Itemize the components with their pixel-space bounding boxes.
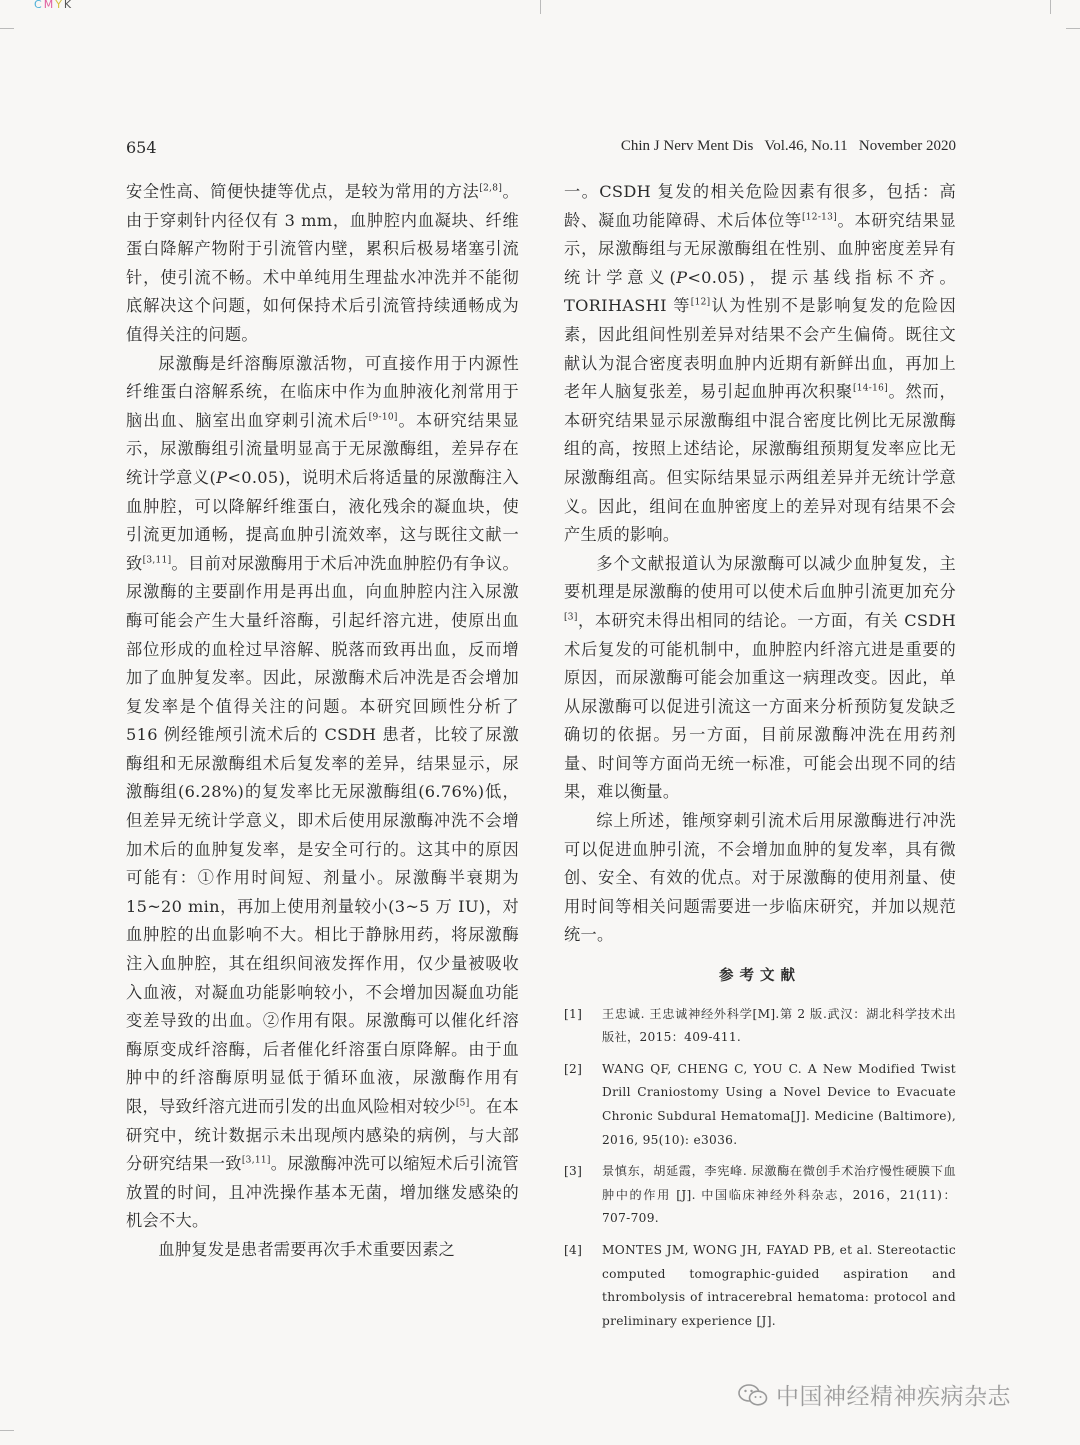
text-run: 综上所述，锥颅穿刺引流术后用尿激酶进行冲洗可以促进血肿引流，不会增加血肿的复发率，具有微创、安全、有效的优点。对于尿激酶的使用剂量、使用时间等相关问题需要进一步临床研究，并加以规范统一。	[564, 811, 956, 945]
crop-mark	[0, 28, 14, 29]
wechat-icon	[738, 1383, 768, 1407]
reference-text: 景慎东，胡延霞，李宪峰. 尿激酶在微创手术治疗慢性硬膜下血肿中的作用 [J]. 中国临床神经外科杂志，2016，21(11)：707-709.	[602, 1164, 956, 1226]
paragraph	[126, 1236, 519, 1265]
citation: [2,8]	[479, 183, 503, 194]
text-run: <0.05)，说明术后将适量的尿激酶注入血肿腔，可以降解纤维蛋白，液化残余的凝血块，使引流更加通畅，提高血肿引流效率，这与既往文献一致	[126, 467, 519, 573]
citation: [12]	[690, 297, 711, 308]
text-run: 一。CSDH 复发的相关危险因素有很多，包括：高龄、凝血功能障碍、术后体位等	[564, 182, 956, 230]
paragraph	[564, 550, 956, 807]
text-run: 。由于穿刺针内径仅有 3 mm，血肿腔内血凝块、纤维蛋白降解产物附于引流管内壁，累积后极易堵塞引流针，使引流不畅。术中单纯用生理盐水冲洗并不能彻底解决这个问题，如何保持术后引流管持续通畅成为值得关注的问题。	[126, 182, 519, 344]
reference-list	[564, 1003, 956, 1334]
reference-item	[564, 1239, 956, 1333]
crop-mark	[540, 0, 541, 14]
text-run: 尿激酶是纤溶酶原激活物，可直接作用于内源性纤维蛋白溶解系统，在临床中作为血肿液化剂常用于脑出血、脑室出血穿刺引流术后	[126, 353, 519, 430]
italic-text: P	[676, 267, 688, 287]
cmyk-m: M	[43, 0, 56, 11]
crop-mark	[0, 1430, 14, 1431]
reference-text: MONTES JM, WONG JH, FAYAD PB, et al. Stereotactic computed tomographic-guided aspiration and thrombolysis of intracerebral hematoma: protocol and preliminary experience [J].	[602, 1242, 956, 1328]
page-number: 654	[126, 138, 157, 157]
italic-text: P	[216, 467, 228, 487]
reference-number: [2]	[564, 1061, 583, 1076]
paragraph	[126, 350, 519, 1236]
running-header	[126, 138, 956, 162]
left-column	[126, 178, 519, 1265]
cmyk-k: K	[63, 0, 74, 11]
reference-number: [1]	[564, 1006, 583, 1021]
citation: [9-10]	[368, 412, 398, 423]
right-column-body	[564, 178, 956, 950]
text-run: 认为性别不是影响复发的危险因素，因此组间性别差异对结果不会产生偏倚。既往文献认为混合密度表明血肿内近期有新鲜出血，再加上老年人脑复张差，易引起血肿再次积聚	[564, 296, 956, 402]
paragraph	[564, 807, 956, 950]
citation: [3,11]	[241, 1155, 271, 1166]
reference-number: [4]	[564, 1242, 583, 1257]
reference-text: WANG QF, CHENG C, YOU C. A New Modified Twist Drill Craniostomy Using a Novel Device to Evacuate Chronic Subdural Hematoma[J]. Medicine (Baltimore), 2016, 95(10): e3036.	[602, 1061, 956, 1147]
reference-item	[564, 1058, 956, 1152]
text-run: 。本研究结果显示，尿激酶组引流量明显高于无尿激酶组，差异存在统计学意义(	[126, 410, 520, 487]
text-run: 。尿激酶冲洗可以缩短术后引流管放置的时间，且冲洗操作基本无菌，增加继发感染的机会不大。	[126, 1154, 519, 1231]
text-run: 。本研究结果显示，尿激酶组与无尿激酶组在性别、血肿密度差异有统计学意义(	[564, 210, 957, 287]
reference-item	[564, 1003, 956, 1050]
reference-item	[564, 1160, 956, 1231]
citation: [3,11]	[142, 555, 172, 566]
text-run: ，本研究未得出相同的结论。一方面，有关 CSDH 术后复发的可能机制中，血肿腔内纤溶亢进是重要的原因，而尿激酶可能会加重这一病理改变。因此，单从尿激酶可以促进引流这一方面来分析预防复发缺乏确切的依据。另一方面，目前尿激酶冲洗在用药剂量、时间等方面尚无统一标准，可能会出现不同的结果，难以衡量。	[564, 610, 956, 802]
text-run: 多个文献报道认为尿激酶可以减少血肿复发，主要机理是尿激酶的使用可以使术后血肿引流更加充分	[564, 553, 956, 602]
text-run: <0.05)，提示基线指标不齐。TORIHASHI 等	[564, 267, 956, 316]
cmyk-color-marks	[34, 0, 73, 11]
text-run: 。然而，本研究结果显示尿激酶组中混合密度比例比无尿激酶组的高，按照上述结论，尿激酶组预期复发率应比无尿激酶组高。但实际结果显示两组差异并无统计学意义。因此，组间在血肿密度上的差异对现有结果不会产生质的影响。	[564, 382, 956, 545]
crop-mark	[1066, 28, 1080, 29]
text-run: 。目前对尿激酶用于术后冲洗血肿腔仍有争议。尿激酶的主要副作用是再出血，向血肿腔内注入尿激酶可能会产生大量纤溶酶，引起纤溶亢进，使原出血部位形成的血栓过早溶解、脱落而致再出血，反而增加了血肿复发率。因此，尿激酶术后冲洗是否会增加复发率是个值得关注的问题。本研究回顾性分析了 516 例经锥颅引流术后的 CSDH 患者，比较了尿激酶组和无尿激酶组术后复发率的差异，结果显示，尿激酶组(6.28%)的复发率比无尿激酶组(6.76%)低，但差异无统计学意义，即术后使用尿激酶冲洗不会增加术后的血肿复发率，是安全可行的。这其中的原因可能有：①作用时间短、剂量小。尿激酶半衰期为 15~20 min，再加上使用剂量较小(3~5 万 IU)，对血肿腔的出血影响不大。相比于静脉用药，将尿激酶注入血肿腔，其在组织间液发挥作用，仅少量被吸收入血液，对凝血功能影响较小，不会增加因凝血功能变差导致的出血。②作用有限。尿激酶可以催化纤溶酶原变成纤溶酶，后者催化纤溶蛋白原降解。由于血肿中的纤溶酶原明显低于循环血液，尿激酶作用有限，导致纤溶亢进而引发的出血风险相对较少	[126, 553, 519, 1116]
paragraph	[126, 178, 519, 350]
text-run: 。在本研究中，统计数据示未出现颅内感染的病例，与大部分研究结果一致	[126, 1097, 519, 1174]
cmyk-c: C	[34, 0, 44, 11]
reference-text: 王忠诚. 王忠诚神经外科学[M].第 2 版.武汉：湖北科学技术出版社，2015：409-411.	[602, 1006, 956, 1045]
references-title: 参考文献	[719, 967, 801, 985]
journal-info: Chin J Nerv Ment Dis Vol.46, No.11 November 2020	[620, 138, 956, 154]
cmyk-y: Y	[55, 0, 64, 11]
crop-mark	[1050, 0, 1051, 14]
text-run: 血肿复发是患者需要再次手术重要因素之	[158, 1239, 456, 1259]
citation: [14-16]	[852, 383, 889, 394]
paragraph	[564, 178, 956, 550]
citation: [12-13]	[801, 212, 838, 223]
citation: [5]	[455, 1098, 470, 1109]
text-run: 安全性高、简便快捷等优点，是较为常用的方法	[126, 182, 480, 201]
reference-number: [3]	[564, 1164, 583, 1179]
watermark-text: 中国神经精神疾病杂志	[776, 1384, 1011, 1410]
watermark	[738, 1378, 1011, 1411]
right-column	[564, 178, 956, 1341]
citation: [3]	[564, 612, 578, 623]
